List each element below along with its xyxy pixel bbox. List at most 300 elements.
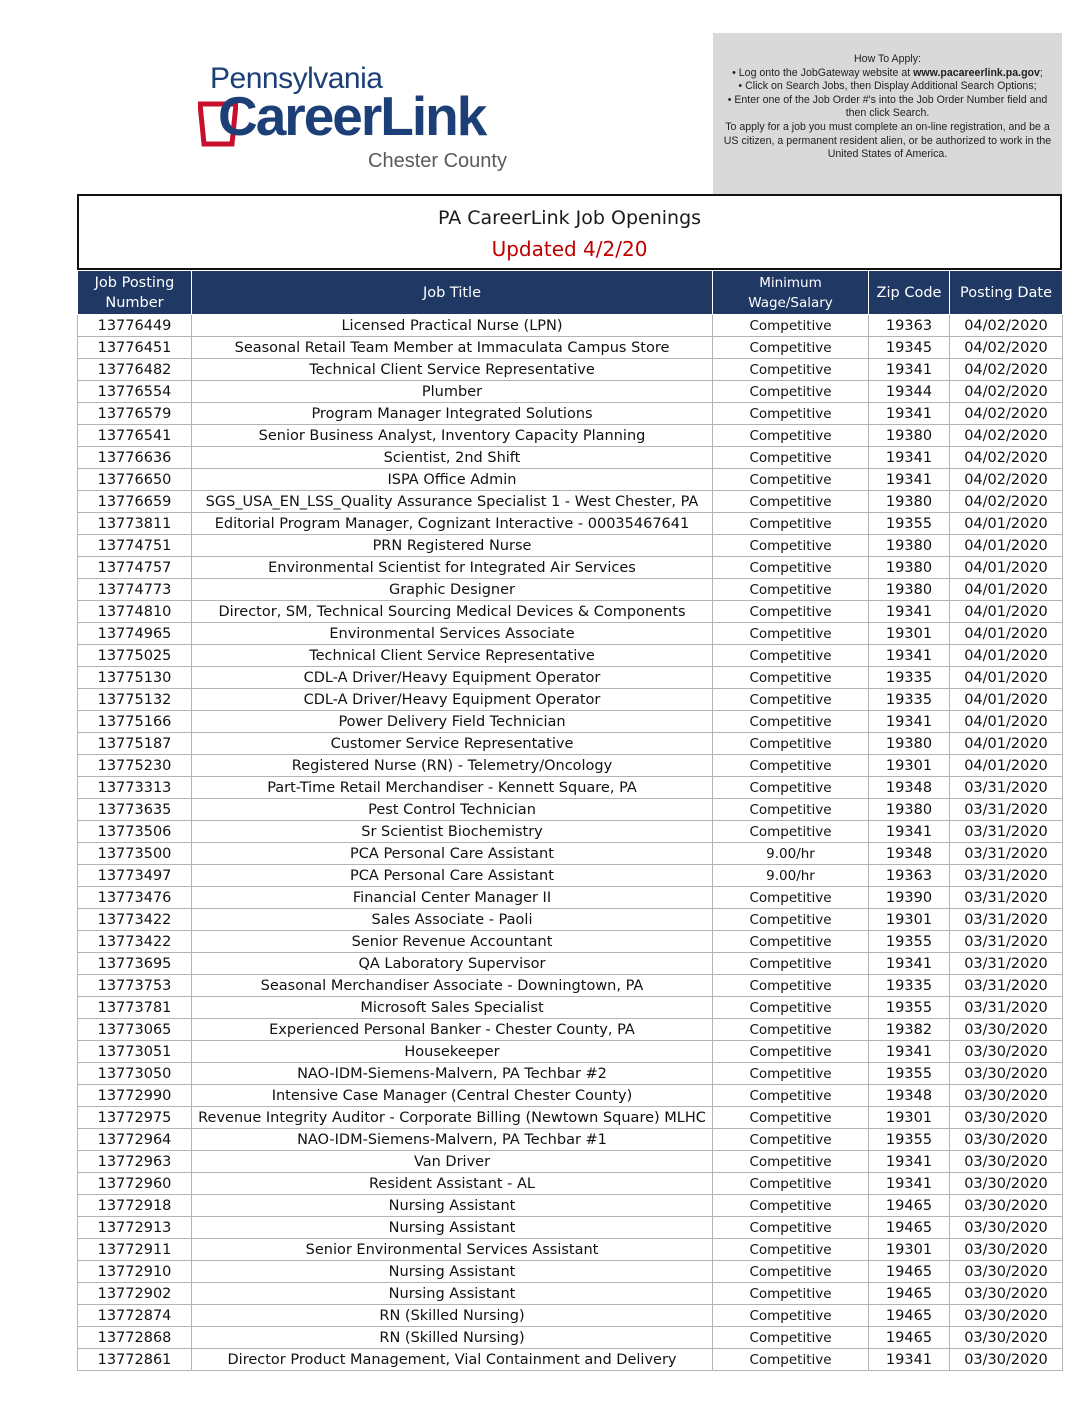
wage-cell: Competitive: [713, 359, 869, 381]
zip-code-cell: 19465: [869, 1283, 950, 1305]
table-row: [78, 381, 1063, 403]
posting-date-cell: 04/02/2020: [950, 337, 1063, 359]
posting-date-cell: 03/31/2020: [950, 843, 1063, 865]
table-row: [78, 931, 1063, 953]
zip-code-cell: 19341: [869, 953, 950, 975]
job-number-cell: 13776449: [78, 315, 192, 337]
zip-code-cell: 19301: [869, 1107, 950, 1129]
posting-date-cell: 04/02/2020: [950, 425, 1063, 447]
job-number-cell: 13776554: [78, 381, 192, 403]
job-title-cell: NAO-IDM-Siemens-Malvern, PA Techbar #1: [192, 1129, 713, 1151]
posting-date-cell: 03/30/2020: [950, 1041, 1063, 1063]
posting-date-cell: 04/01/2020: [950, 733, 1063, 755]
zip-code-cell: 19335: [869, 667, 950, 689]
zip-code-cell: 19348: [869, 777, 950, 799]
wage-cell: Competitive: [713, 953, 869, 975]
table-row: [78, 337, 1063, 359]
job-title-cell: Sales Associate - Paoli: [192, 909, 713, 931]
table-row: [78, 1085, 1063, 1107]
job-title-cell: Environmental Scientist for Integrated Air Services: [192, 557, 713, 579]
apply-title: How To Apply:: [854, 53, 921, 65]
posting-date-cell: 04/01/2020: [950, 623, 1063, 645]
apply-step-1-text: • Log onto the JobGateway website at: [732, 66, 914, 79]
job-number-cell: 13775130: [78, 667, 192, 689]
job-number-cell: 13776579: [78, 403, 192, 425]
job-number-cell: 13772990: [78, 1085, 192, 1107]
job-number-cell: 13775132: [78, 689, 192, 711]
table-row: [78, 1151, 1063, 1173]
job-openings-table: [77, 270, 1063, 1371]
posting-date-cell: 03/31/2020: [950, 821, 1063, 843]
job-title-cell: Customer Service Representative: [192, 733, 713, 755]
table-row: [78, 1107, 1063, 1129]
job-number-cell: 13773506: [78, 821, 192, 843]
job-number-cell: 13775187: [78, 733, 192, 755]
wage-cell: Competitive: [713, 1107, 869, 1129]
job-title-cell: QA Laboratory Supervisor: [192, 953, 713, 975]
zip-code-cell: 19301: [869, 623, 950, 645]
zip-code-cell: 19341: [869, 469, 950, 491]
table-row: [78, 1019, 1063, 1041]
job-number-cell: 13773753: [78, 975, 192, 997]
zip-code-cell: 19363: [869, 315, 950, 337]
job-number-cell: 13772960: [78, 1173, 192, 1195]
posting-date-cell: 03/30/2020: [950, 1085, 1063, 1107]
posting-date-cell: 04/01/2020: [950, 601, 1063, 623]
job-number-cell: 13772868: [78, 1327, 192, 1349]
wage-cell: Competitive: [713, 645, 869, 667]
job-title-cell: CDL-A Driver/Heavy Equipment Operator: [192, 689, 713, 711]
apply-note: To apply for a job you must complete an on-line registration, and be a US citizen, a permanent resident alien, or be authorized to work in the United States of America.: [723, 120, 1052, 161]
posting-date-cell: 03/30/2020: [950, 1151, 1063, 1173]
job-title-cell: Seasonal Retail Team Member at Immaculata Campus Store: [192, 337, 713, 359]
posting-date-cell: 03/31/2020: [950, 953, 1063, 975]
job-title-cell: Microsoft Sales Specialist: [192, 997, 713, 1019]
zip-code-cell: 19355: [869, 1129, 950, 1151]
posting-date-cell: 03/30/2020: [950, 1283, 1063, 1305]
table-row: [78, 403, 1063, 425]
posting-date-cell: 03/31/2020: [950, 909, 1063, 931]
zip-code-cell: 19380: [869, 557, 950, 579]
table-row: [78, 865, 1063, 887]
job-title-cell: Power Delivery Field Technician: [192, 711, 713, 733]
job-title-cell: Resident Assistant - AL: [192, 1173, 713, 1195]
posting-date-cell: 03/31/2020: [950, 997, 1063, 1019]
posting-date-cell: 03/30/2020: [950, 1349, 1063, 1371]
table-row: [78, 425, 1063, 447]
job-number-cell: 13773476: [78, 887, 192, 909]
wage-cell: Competitive: [713, 1283, 869, 1305]
zip-code-cell: 19355: [869, 931, 950, 953]
table-header-row: [78, 271, 1063, 315]
table-row: [78, 953, 1063, 975]
table-row: [78, 469, 1063, 491]
posting-date-cell: 03/30/2020: [950, 1063, 1063, 1085]
table-row: [78, 667, 1063, 689]
wage-cell: Competitive: [713, 1349, 869, 1371]
job-title-cell: Editorial Program Manager, Cognizant Interactive - 00035467641: [192, 513, 713, 535]
job-number-cell: 13772874: [78, 1305, 192, 1327]
table-row: [78, 579, 1063, 601]
careerlink-logo: [196, 62, 526, 177]
job-title-cell: Senior Environmental Services Assistant: [192, 1239, 713, 1261]
job-title-cell: Van Driver: [192, 1151, 713, 1173]
table-body: [78, 315, 1063, 1371]
wage-cell: Competitive: [713, 579, 869, 601]
zip-code-cell: 19355: [869, 997, 950, 1019]
column-header-job-number: Job Posting Number: [78, 271, 192, 315]
job-number-cell: 13776636: [78, 447, 192, 469]
page-title: PA CareerLink Job Openings: [437, 207, 702, 229]
wage-cell: Competitive: [713, 733, 869, 755]
posting-date-cell: 04/01/2020: [950, 579, 1063, 601]
job-number-cell: 13772910: [78, 1261, 192, 1283]
job-title-cell: Seasonal Merchandiser Associate - Downingtown, PA: [192, 975, 713, 997]
job-title-cell: SGS_USA_EN_LSS_Quality Assurance Specialist 1 - West Chester, PA: [192, 491, 713, 513]
job-number-cell: 13774965: [78, 623, 192, 645]
wage-cell: Competitive: [713, 403, 869, 425]
job-number-cell: 13776451: [78, 337, 192, 359]
table-row: [78, 909, 1063, 931]
apply-step-1: [721, 67, 1054, 81]
job-title-cell: Scientist, 2nd Shift: [192, 447, 713, 469]
table-row: [78, 755, 1063, 777]
wage-cell: Competitive: [713, 711, 869, 733]
table-row: [78, 689, 1063, 711]
zip-code-cell: 19380: [869, 799, 950, 821]
job-title-cell: Senior Business Analyst, Inventory Capacity Planning: [192, 425, 713, 447]
wage-cell: Competitive: [713, 1217, 869, 1239]
posting-date-cell: 03/30/2020: [950, 1129, 1063, 1151]
job-number-cell: 13773313: [78, 777, 192, 799]
job-number-cell: 13772975: [78, 1107, 192, 1129]
posting-date-cell: 03/30/2020: [950, 1327, 1063, 1349]
job-title-cell: RN (Skilled Nursing): [192, 1305, 713, 1327]
job-number-cell: 13772861: [78, 1349, 192, 1371]
job-number-cell: 13776482: [78, 359, 192, 381]
wage-cell: Competitive: [713, 1239, 869, 1261]
table-row: [78, 821, 1063, 843]
column-header-wage: Minimum Wage/Salary: [713, 271, 869, 315]
zip-code-cell: 19341: [869, 1041, 950, 1063]
wage-cell: Competitive: [713, 777, 869, 799]
posting-date-cell: 04/01/2020: [950, 535, 1063, 557]
zip-code-cell: 19348: [869, 1085, 950, 1107]
apply-step-1-suffix: ;: [1039, 66, 1043, 79]
job-number-cell: 13773811: [78, 513, 192, 535]
posting-date-cell: 03/30/2020: [950, 1173, 1063, 1195]
job-number-cell: 13774810: [78, 601, 192, 623]
posting-date-cell: 03/30/2020: [950, 1305, 1063, 1327]
posting-date-cell: 04/02/2020: [950, 315, 1063, 337]
zip-code-cell: 19355: [869, 513, 950, 535]
zip-code-cell: 19348: [869, 843, 950, 865]
table-row: [78, 623, 1063, 645]
job-number-cell: 13773422: [78, 909, 192, 931]
zip-code-cell: 19380: [869, 491, 950, 513]
job-number-cell: 13773422: [78, 931, 192, 953]
posting-date-cell: 03/31/2020: [950, 931, 1063, 953]
table-row: [78, 799, 1063, 821]
table-row: [78, 1327, 1063, 1349]
job-title-cell: PCA Personal Care Assistant: [192, 843, 713, 865]
job-title-cell: Senior Revenue Accountant: [192, 931, 713, 953]
wage-cell: Competitive: [713, 623, 869, 645]
job-number-cell: 13772911: [78, 1239, 192, 1261]
zip-code-cell: 19465: [869, 1305, 950, 1327]
posting-date-cell: 03/31/2020: [950, 865, 1063, 887]
wage-cell: Competitive: [713, 667, 869, 689]
table-row: [78, 601, 1063, 623]
job-title-cell: Nursing Assistant: [192, 1283, 713, 1305]
posting-date-cell: 04/02/2020: [950, 403, 1063, 425]
table-row: [78, 645, 1063, 667]
job-title-cell: PCA Personal Care Assistant: [192, 865, 713, 887]
posting-date-cell: 04/02/2020: [950, 491, 1063, 513]
table-row: [78, 997, 1063, 1019]
posting-date-cell: 04/02/2020: [950, 469, 1063, 491]
title-box: [77, 194, 1062, 270]
job-title-cell: RN (Skilled Nursing): [192, 1327, 713, 1349]
job-number-cell: 13773695: [78, 953, 192, 975]
zip-code-cell: 19301: [869, 1239, 950, 1261]
wage-cell: Competitive: [713, 1151, 869, 1173]
table-row: [78, 1239, 1063, 1261]
table-row: [78, 1129, 1063, 1151]
table-row: [78, 557, 1063, 579]
zip-code-cell: 19301: [869, 909, 950, 931]
zip-code-cell: 19341: [869, 1349, 950, 1371]
wage-cell: Competitive: [713, 909, 869, 931]
job-title-cell: Registered Nurse (RN) - Telemetry/Oncology: [192, 755, 713, 777]
wage-cell: Competitive: [713, 1305, 869, 1327]
job-title-cell: Graphic Designer: [192, 579, 713, 601]
job-number-cell: 13772918: [78, 1195, 192, 1217]
column-header-job-title: Job Title: [192, 271, 713, 315]
logo-county-text: Chester County: [368, 150, 507, 172]
wage-cell: Competitive: [713, 315, 869, 337]
logo-state-text: Pennsylvania: [210, 62, 383, 95]
zip-code-cell: 19301: [869, 755, 950, 777]
table-row: [78, 447, 1063, 469]
job-title-cell: Licensed Practical Nurse (LPN): [192, 315, 713, 337]
zip-code-cell: 19382: [869, 1019, 950, 1041]
posting-date-cell: 03/30/2020: [950, 1195, 1063, 1217]
job-title-cell: PRN Registered Nurse: [192, 535, 713, 557]
zip-code-cell: 19355: [869, 1063, 950, 1085]
table-row: [78, 491, 1063, 513]
job-title-cell: Nursing Assistant: [192, 1217, 713, 1239]
posting-date-cell: 04/02/2020: [950, 381, 1063, 403]
posting-date-cell: 04/01/2020: [950, 513, 1063, 535]
wage-cell: Competitive: [713, 1019, 869, 1041]
wage-cell: Competitive: [713, 689, 869, 711]
wage-cell: Competitive: [713, 997, 869, 1019]
wage-cell: Competitive: [713, 469, 869, 491]
zip-code-cell: 19345: [869, 337, 950, 359]
job-number-cell: 13774773: [78, 579, 192, 601]
job-title-cell: Environmental Services Associate: [192, 623, 713, 645]
posting-date-cell: 03/30/2020: [950, 1019, 1063, 1041]
wage-cell: Competitive: [713, 887, 869, 909]
table-row: [78, 1063, 1063, 1085]
posting-date-cell: 04/01/2020: [950, 689, 1063, 711]
zip-code-cell: 19341: [869, 821, 950, 843]
posting-date-cell: 04/01/2020: [950, 755, 1063, 777]
zip-code-cell: 19465: [869, 1261, 950, 1283]
job-number-cell: 13776650: [78, 469, 192, 491]
table-row: [78, 1195, 1063, 1217]
job-number-cell: 13774757: [78, 557, 192, 579]
job-title-cell: Housekeeper: [192, 1041, 713, 1063]
zip-code-cell: 19465: [869, 1195, 950, 1217]
how-to-apply-box: [713, 33, 1062, 194]
zip-code-cell: 19341: [869, 601, 950, 623]
job-title-cell: Financial Center Manager II: [192, 887, 713, 909]
posting-date-cell: 04/01/2020: [950, 667, 1063, 689]
posting-date-cell: 03/31/2020: [950, 887, 1063, 909]
wage-cell: Competitive: [713, 381, 869, 403]
table-row: [78, 1173, 1063, 1195]
job-title-cell: Experienced Personal Banker - Chester County, PA: [192, 1019, 713, 1041]
wage-cell: Competitive: [713, 931, 869, 953]
posting-date-cell: 04/01/2020: [950, 557, 1063, 579]
job-number-cell: 13774751: [78, 535, 192, 557]
logo-brand-text: CareerLink: [218, 85, 486, 147]
posting-date-cell: 03/31/2020: [950, 777, 1063, 799]
job-number-cell: 13773065: [78, 1019, 192, 1041]
job-number-cell: 13776541: [78, 425, 192, 447]
wage-cell: Competitive: [713, 513, 869, 535]
table-row: [78, 1041, 1063, 1063]
wage-cell: 9.00/hr: [713, 843, 869, 865]
job-number-cell: 13772963: [78, 1151, 192, 1173]
table-row: [78, 535, 1063, 557]
job-title-cell: Pest Control Technician: [192, 799, 713, 821]
job-title-cell: Director Product Management, Vial Containment and Delivery: [192, 1349, 713, 1371]
job-title-cell: Director, SM, Technical Sourcing Medical Devices & Components: [192, 601, 713, 623]
job-title-cell: Part-Time Retail Merchandiser - Kennett Square, PA: [192, 777, 713, 799]
table-row: [78, 975, 1063, 997]
updated-date: Updated 4/2/20: [491, 237, 648, 261]
job-number-cell: 13773051: [78, 1041, 192, 1063]
column-header-date: Posting Date: [950, 271, 1063, 315]
zip-code-cell: 19363: [869, 865, 950, 887]
job-title-cell: Nursing Assistant: [192, 1195, 713, 1217]
wage-cell: Competitive: [713, 447, 869, 469]
zip-code-cell: 19380: [869, 579, 950, 601]
wage-cell: Competitive: [713, 1195, 869, 1217]
table-row: [78, 711, 1063, 733]
posting-date-cell: 04/01/2020: [950, 711, 1063, 733]
zip-code-cell: 19380: [869, 733, 950, 755]
job-title-cell: NAO-IDM-Siemens-Malvern, PA Techbar #2: [192, 1063, 713, 1085]
wage-cell: Competitive: [713, 1041, 869, 1063]
zip-code-cell: 19335: [869, 689, 950, 711]
table-row: [78, 1305, 1063, 1327]
job-title-cell: Nursing Assistant: [192, 1261, 713, 1283]
posting-date-cell: 04/01/2020: [950, 645, 1063, 667]
posting-date-cell: 03/31/2020: [950, 975, 1063, 997]
wage-cell: Competitive: [713, 535, 869, 557]
zip-code-cell: 19465: [869, 1327, 950, 1349]
job-title-cell: Technical Client Service Representative: [192, 359, 713, 381]
zip-code-cell: 19344: [869, 381, 950, 403]
wage-cell: Competitive: [713, 799, 869, 821]
zip-code-cell: 19390: [869, 887, 950, 909]
zip-code-cell: 19341: [869, 1173, 950, 1195]
table-row: [78, 315, 1063, 337]
job-title-cell: CDL-A Driver/Heavy Equipment Operator: [192, 667, 713, 689]
wage-cell: Competitive: [713, 975, 869, 997]
column-header-zip: Zip Code: [869, 271, 950, 315]
table-row: [78, 1217, 1063, 1239]
apply-url[interactable]: www.pacareerlink.pa.gov: [913, 66, 1040, 79]
job-number-cell: 13772913: [78, 1217, 192, 1239]
zip-code-cell: 19335: [869, 975, 950, 997]
zip-code-cell: 19465: [869, 1217, 950, 1239]
wage-cell: Competitive: [713, 1063, 869, 1085]
zip-code-cell: 19380: [869, 425, 950, 447]
posting-date-cell: 03/31/2020: [950, 799, 1063, 821]
posting-date-cell: 03/30/2020: [950, 1261, 1063, 1283]
job-number-cell: 13772964: [78, 1129, 192, 1151]
zip-code-cell: 19341: [869, 447, 950, 469]
table-row: [78, 513, 1063, 535]
job-number-cell: 13773497: [78, 865, 192, 887]
job-number-cell: 13776659: [78, 491, 192, 513]
job-title-cell: Technical Client Service Representative: [192, 645, 713, 667]
wage-cell: Competitive: [713, 1173, 869, 1195]
table-row: [78, 1349, 1063, 1371]
wage-cell: Competitive: [713, 337, 869, 359]
table-row: [78, 359, 1063, 381]
job-title-cell: Revenue Integrity Auditor - Corporate Billing (Newtown Square) MLHC: [192, 1107, 713, 1129]
wage-cell: Competitive: [713, 601, 869, 623]
table-row: [78, 733, 1063, 755]
zip-code-cell: 19341: [869, 645, 950, 667]
job-number-cell: 13773050: [78, 1063, 192, 1085]
job-title-cell: Program Manager Integrated Solutions: [192, 403, 713, 425]
wage-cell: Competitive: [713, 425, 869, 447]
table-row: [78, 1283, 1063, 1305]
table-row: [78, 843, 1063, 865]
zip-code-cell: 19341: [869, 711, 950, 733]
table-row: [78, 887, 1063, 909]
wage-cell: Competitive: [713, 1129, 869, 1151]
wage-cell: Competitive: [713, 1327, 869, 1349]
job-number-cell: 13773500: [78, 843, 192, 865]
job-number-cell: 13775166: [78, 711, 192, 733]
wage-cell: Competitive: [713, 755, 869, 777]
job-title-cell: Intensive Case Manager (Central Chester County): [192, 1085, 713, 1107]
zip-code-cell: 19341: [869, 359, 950, 381]
table-row: [78, 1261, 1063, 1283]
posting-date-cell: 03/30/2020: [950, 1107, 1063, 1129]
zip-code-cell: 19380: [869, 535, 950, 557]
zip-code-cell: 19341: [869, 403, 950, 425]
job-title-cell: ISPA Office Admin: [192, 469, 713, 491]
zip-code-cell: 19341: [869, 1151, 950, 1173]
apply-step-3: • Enter one of the Job Order #'s into the Job Order Number field and then click Search.: [727, 93, 1048, 120]
posting-date-cell: 04/02/2020: [950, 447, 1063, 469]
posting-date-cell: 03/30/2020: [950, 1217, 1063, 1239]
job-title-cell: Plumber: [192, 381, 713, 403]
wage-cell: Competitive: [713, 1085, 869, 1107]
job-title-cell: Sr Scientist Biochemistry: [192, 821, 713, 843]
wage-cell: 9.00/hr: [713, 865, 869, 887]
wage-cell: Competitive: [713, 557, 869, 579]
